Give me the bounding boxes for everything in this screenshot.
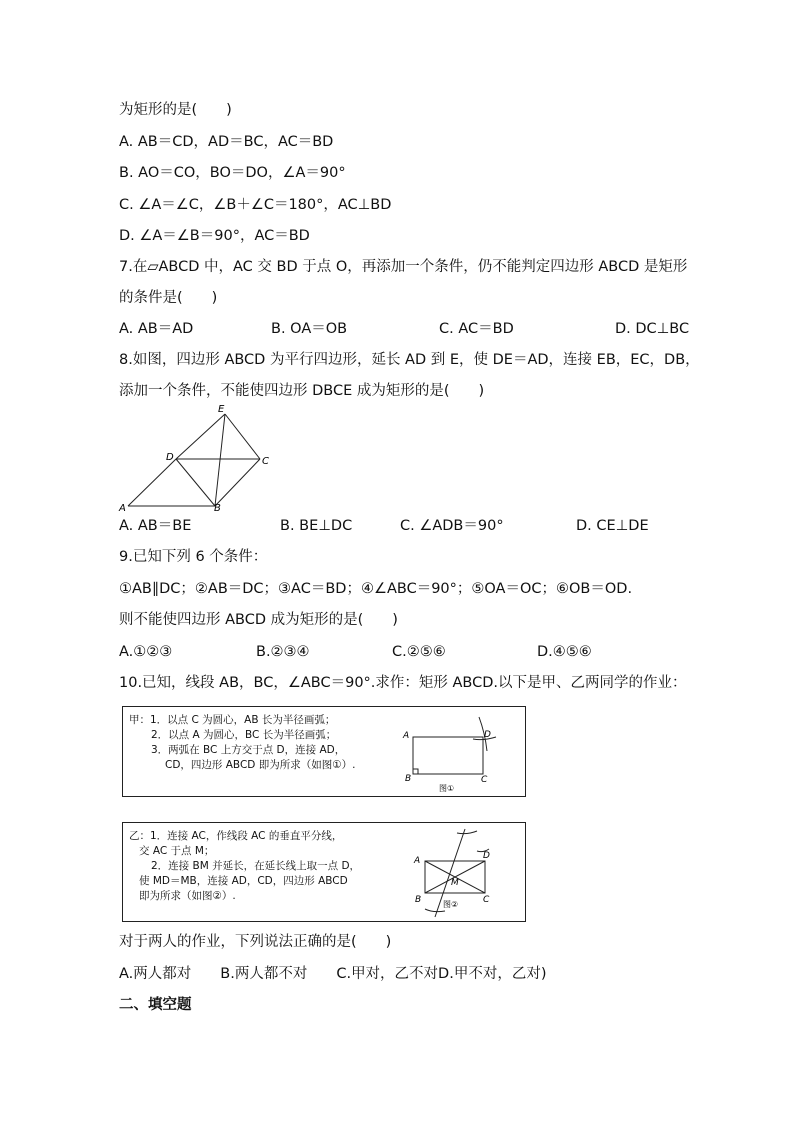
- segment-eb: [215, 414, 225, 506]
- label-b: B: [214, 503, 221, 514]
- yi-step1b: 交 AC 于点 M；: [139, 845, 215, 857]
- student-jia-work-box: [122, 706, 526, 797]
- q6-option-c: C. ∠A＝∠C，∠B＋∠C＝180°，AC⊥BD: [119, 197, 392, 213]
- q7-stem-line1: 7.在▱ABCD 中，AC 交 BD 于点 O，再添加一个条件，仍不能判定四边形 ABCD 是矩形: [119, 259, 688, 275]
- fig2-label-a: A: [414, 856, 421, 866]
- q8-option-d: D. CE⊥DE: [576, 518, 649, 534]
- q6-option-b: B. AO＝CO，BO＝DO，∠A＝90°: [119, 165, 346, 181]
- fig2-label-m: M: [451, 878, 459, 888]
- right-angle-mark: [413, 769, 418, 774]
- fig2-label-d: D: [483, 851, 490, 861]
- segment-bc: [215, 459, 260, 506]
- label-d: D: [166, 452, 174, 463]
- jia-step2: 2．以点 A 为圆心，BC 长为半径画弧；: [151, 729, 337, 741]
- q8-option-a: A. AB＝BE: [119, 518, 192, 534]
- arc-top: [457, 831, 477, 834]
- q9-option-a: A.①②③: [119, 644, 173, 660]
- arc-bottom: [425, 909, 445, 912]
- q9-option-c: C.②⑤⑥: [392, 644, 446, 660]
- q8-figure: [115, 402, 280, 514]
- label-a: A: [119, 503, 126, 514]
- fig1-label-a: A: [403, 731, 410, 741]
- q7-option-c: C. AC＝BD: [439, 321, 514, 337]
- segment-de: [176, 414, 225, 459]
- fig1-caption: 图①: [439, 784, 455, 793]
- q9-option-b: B.②③④: [256, 644, 310, 660]
- fig2-label-b: B: [415, 895, 422, 905]
- q8-option-c: C. ∠ADB＝90°: [400, 518, 504, 534]
- rectangle-abcd: [413, 737, 483, 774]
- yi-step1: 乙：1．连接 AC，作线段 AC 的垂直平分线，: [129, 830, 343, 842]
- label-e: E: [218, 404, 225, 415]
- q8-option-b: B. BE⊥DC: [280, 518, 353, 534]
- label-c: C: [262, 456, 269, 467]
- jia-step3: 3．两弧在 BC 上方交于点 D，连接 AD，: [151, 744, 346, 756]
- yi-step2: 2．连接 BM 并延长，在延长线上取一点 D，: [151, 860, 361, 872]
- fig1-label-c: C: [481, 775, 488, 785]
- q6-option-d: D. ∠A＝∠B＝90°，AC＝BD: [119, 228, 310, 244]
- q8-stem-line1: 8.如图，四边形 ABCD 为平行四边形，延长 AD 到 E，使 DE＝AD，连接 EB，EC，DB，: [119, 352, 700, 368]
- q7-option-d: D. DC⊥BC: [615, 321, 690, 337]
- segment-db: [176, 459, 215, 506]
- q6-option-a: A. AB＝CD，AD＝BC，AC＝BD: [119, 134, 334, 150]
- fig2-caption: 图②: [443, 900, 459, 909]
- q9-conditions: ①AB∥DC；②AB＝DC；③AC＝BD；④∠ABC＝90°；⑤OA＝OC；⑥OB＝OD.: [119, 581, 633, 597]
- q7-stem-line2: 的条件是( ): [119, 290, 218, 306]
- q9-stem-line1: 9.已知下列 6 个条件：: [119, 549, 268, 565]
- q7-option-a: A. AB＝AD: [119, 321, 194, 337]
- section-fill-in-heading: 二、填空题: [119, 997, 192, 1013]
- yi-step2c: 即为所求（如图②）.: [139, 890, 236, 902]
- q8-stem-line2: 添加一个条件，不能使四边形 DBCE 成为矩形的是( ): [119, 383, 485, 399]
- jia-step1: 甲：1．以点 C 为圆心，AB 长为半径画弧；: [129, 714, 336, 726]
- q7-option-b: B. OA＝OB: [271, 321, 348, 337]
- q9-stem-line3: 则不能使四边形 ABCD 成为矩形的是( ): [119, 612, 398, 628]
- q10-options: A.两人都对 B.两人都不对 C.甲对，乙不对D.甲不对，乙对): [119, 966, 547, 982]
- figure-2: [411, 825, 521, 919]
- q6-stem-end: 为矩形的是( ): [119, 102, 232, 118]
- q9-option-d: D.④⑤⑥: [537, 644, 592, 660]
- fig1-label-d: D: [484, 730, 491, 740]
- segment-ad: [128, 459, 176, 506]
- figure-1: [401, 711, 511, 793]
- jia-step4: CD，四边形 ABCD 即为所求（如图①）.: [165, 759, 356, 771]
- q10-question: 对于两人的作业，下列说法正确的是( ): [119, 934, 392, 950]
- segment-ec: [225, 414, 260, 459]
- fig2-label-c: C: [483, 895, 490, 905]
- q10-stem: 10.已知，线段 AB，BC，∠ABC＝90°.求作：矩形 ABCD.以下是甲、乙两同学的作业：: [119, 675, 687, 691]
- student-yi-work-box: [122, 822, 526, 922]
- fig1-label-b: B: [405, 774, 412, 784]
- yi-step2b: 使 MD＝MB，连接 AD，CD，四边形 ABCD: [139, 875, 348, 887]
